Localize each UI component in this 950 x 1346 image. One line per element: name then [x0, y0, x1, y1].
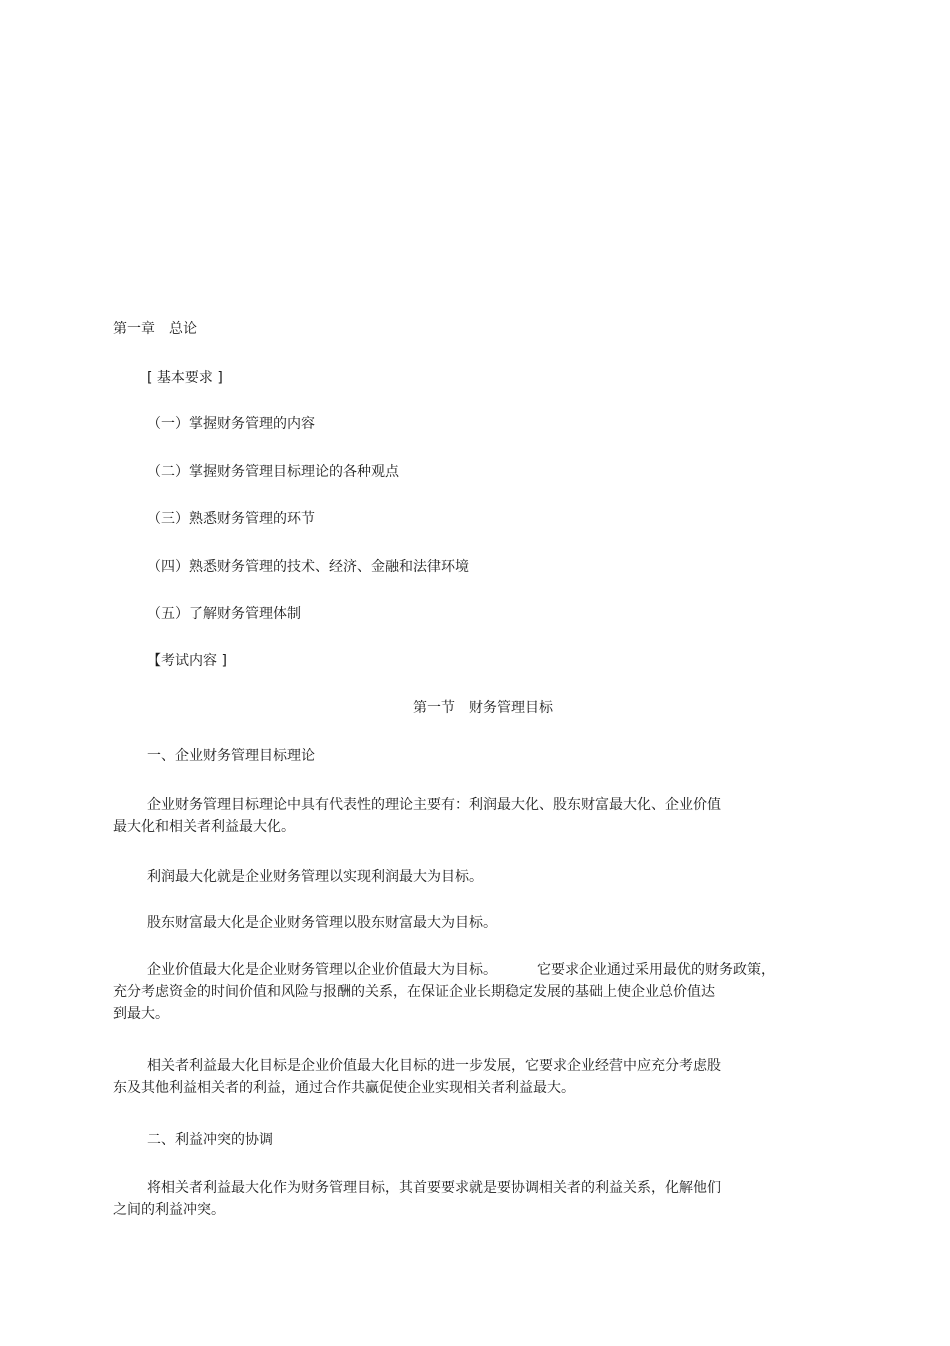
paragraph-line: 最大化和相关者利益最大化。 [113, 819, 295, 835]
exam-content-heading: 【考试内容 ] [147, 653, 227, 669]
paragraph-text: 它要求企业通过采用最优的财务政策， [537, 962, 775, 978]
paragraph [113, 866, 813, 888]
section-title: 第一节 财务管理目标 [413, 700, 553, 716]
paragraph-line: 充分考虑资金的时间价值和风险与报酬的关系，在保证企业长期稳定发展的基础上使企业总价值达 [113, 984, 715, 1000]
requirements-heading: [ 基本要求 ] [147, 370, 223, 386]
requirement-item: （一）掌握财务管理的内容 [147, 416, 315, 432]
paragraph-line: 股东财富最大化是企业财务管理以股东财富最大为目标。 [147, 915, 497, 931]
paragraph-line: 东及其他利益相关者的利益，通过合作共赢促使企业实现相关者利益最大。 [113, 1080, 575, 1096]
paragraph [113, 959, 813, 1025]
paragraph-line: 将相关者利益最大化作为财务管理目标，其首要要求就是要协调相关者的利益关系，化解他们 [147, 1180, 721, 1196]
subsection-heading: 一、企业财务管理目标理论 [147, 748, 315, 764]
paragraph-line: 到最大。 [113, 1006, 169, 1022]
paragraph [113, 794, 813, 838]
paragraph-line [113, 959, 813, 981]
requirement-item: （三）熟悉财务管理的环节 [147, 511, 315, 527]
paragraph-text: 企业价值最大化是企业财务管理以企业价值最大为目标。 [147, 962, 497, 978]
paragraph [113, 912, 813, 934]
requirement-item: （四）熟悉财务管理的技术、经济、金融和法律环境 [147, 559, 469, 575]
paragraph [113, 1055, 813, 1099]
requirement-item: （五）了解财务管理体制 [147, 606, 301, 622]
paragraph-line: 利润最大化就是企业财务管理以实现利润最大为目标。 [147, 869, 483, 885]
paragraph-line: 之间的利益冲突。 [113, 1202, 225, 1218]
requirement-item: （二）掌握财务管理目标理论的各种观点 [147, 464, 399, 480]
paragraph-line: 相关者利益最大化目标是企业价值最大化目标的进一步发展，它要求企业经营中应充分考虑股 [147, 1058, 721, 1074]
chapter-title: 第一章 总论 [113, 321, 197, 337]
paragraph [113, 1177, 813, 1221]
paragraph-line: 企业财务管理目标理论中具有代表性的理论主要有：利润最大化、股东财富最大化、企业价值 [147, 797, 721, 813]
subsection-heading: 二、利益冲突的协调 [147, 1132, 273, 1148]
